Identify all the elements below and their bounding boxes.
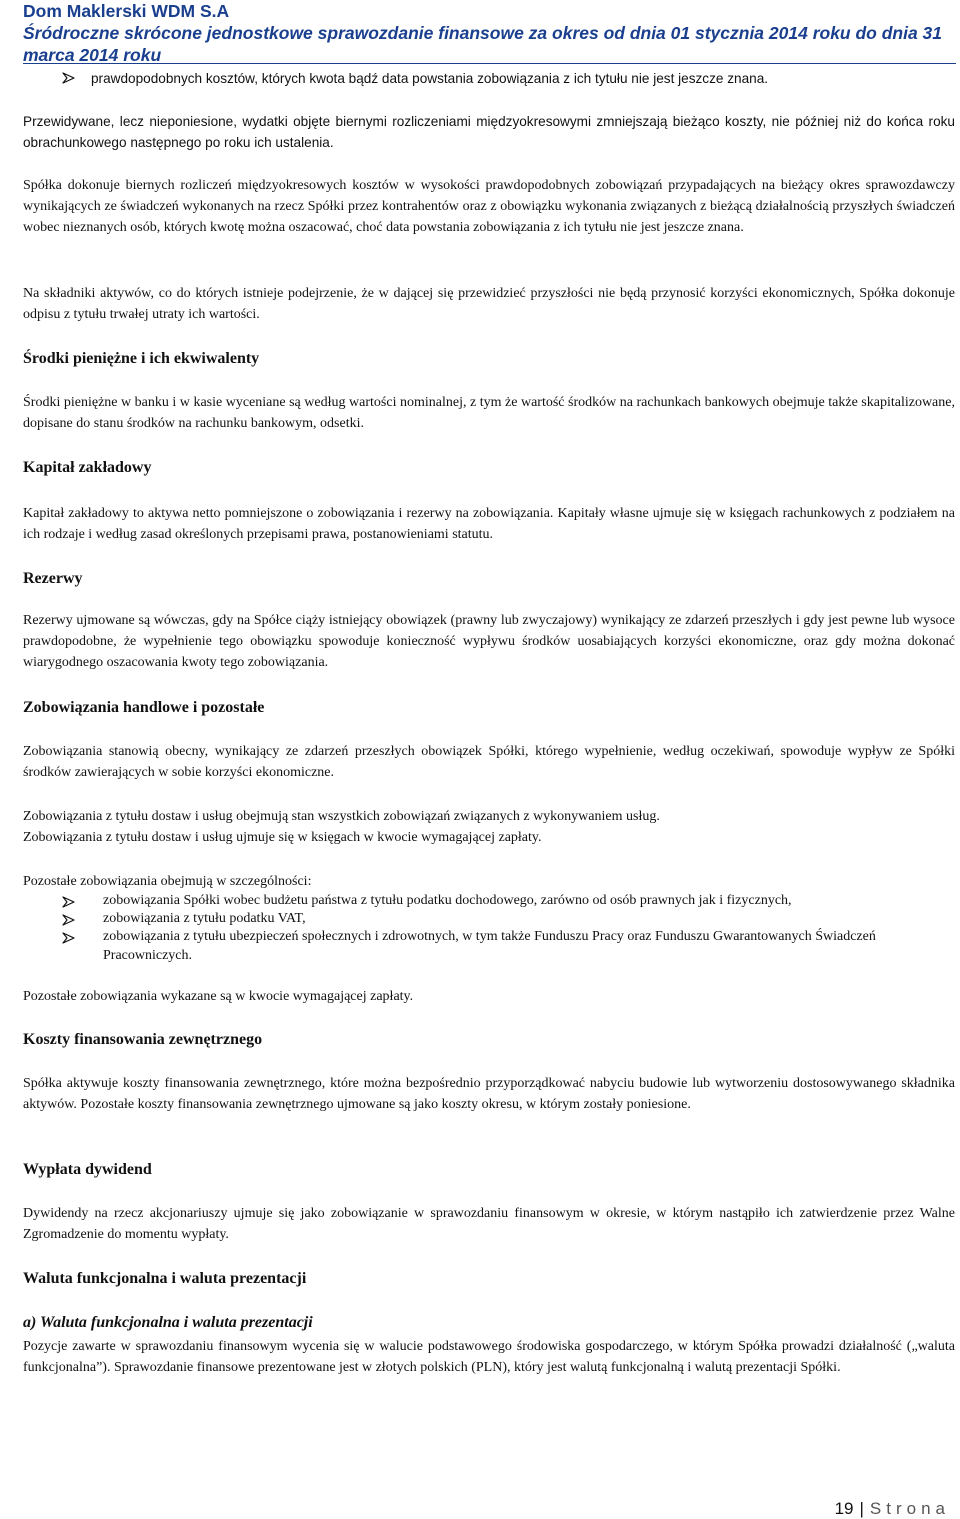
- page-footer: [835, 1499, 950, 1519]
- footer-separator: |: [859, 1499, 864, 1518]
- intro-bullet-text: prawdopodobnych kosztów, których kwota bądź data powstania zobowiązania z ich tytułu nie jest jeszcze znana.: [91, 71, 769, 86]
- liabilities-body-2a: Zobowiązania z tytułu dostaw i usług obejmują stan wszystkich zobowiązań związanych z wykonywaniem usług.: [23, 809, 660, 824]
- liabilities-body-2b: Zobowiązania z tytułu dostaw i usług ujmuje się w księgach w kwocie wymagającej zapłaty.: [23, 830, 542, 845]
- currency-body: Pozycje zawarte w sprawozdaniu finansowym wycenia się w walucie podstawowego środowiska gospodarczego, w którym Spółka prowadzi działalność („waluta funkcjonalna”). Sprawozdanie finansowe prezentowane jest w złotych polskich (PLN), który jest walutą funkcjonalną i walutą prezentacji Spółki.: [23, 1339, 955, 1375]
- reserves-heading: Rezerwy: [23, 570, 83, 587]
- arrow-bullet-icon: [62, 896, 76, 908]
- dividend-body: Dywidendy na rzecz akcjonariuszy ujmuje się jako zobowiązanie w sprawozdaniu finansowym w okresie, w którym nastąpiło ich zatwierdzenie przez Walne Zgromadzenie do momentu wypłaty.: [23, 1206, 955, 1242]
- accruals-paragraph: Spółka dokonuje biernych rozliczeń międzyokresowych kosztów w wysokości prawdopodobnych zobowiązań przypadających na bieżący okres sprawozdawczy wynikających ze świadczeń wykonanych na rzecz Spółki przez kontrahentów oraz z obowiązku wykonania związanych z bieżącą działalnością przyszłych świadczeń wobec nieznanych osób, których kwotę można oszacować, choć data powstania zobowiązania z ich tytułu nie jest jeszcze znana.: [23, 178, 955, 235]
- cash-heading: Środki pieniężne i ich ekwiwalenty: [23, 350, 260, 367]
- financing-body: Spółka aktywuje koszty finansowania zewnętrznego, które można bezpośrednio przyporządkować nabyciu budowie lub wytworzeniu dostosowywanego składnika aktywów. Pozostałe koszty finansowania zewnętrznego ujmowane są jako koszty okresu, w którym zostały poniesione.: [23, 1076, 955, 1112]
- currency-subheading: a) Waluta funkcjonalna i waluta prezentacji: [23, 1314, 313, 1331]
- header-divider: [23, 63, 956, 64]
- other-liabilities-intro: Pozostałe zobowiązania obejmują w szczególności:: [23, 874, 312, 889]
- page-word: Strona: [869, 1499, 950, 1518]
- list-item: zobowiązania z tytułu podatku VAT,: [103, 911, 306, 926]
- arrow-bullet-icon: [62, 914, 76, 926]
- liabilities-body-1: Zobowiązania stanowią obecny, wynikający ze zdarzeń przeszłych obowiązek Spółki, którego wypełnienie, według oczekiwań, spowoduje wypływ ze Spółki środków zawierających w sobie korzyści ekonomiczne.: [23, 744, 955, 780]
- running-header: [23, 0, 953, 66]
- currency-heading: Waluta funkcjonalna i waluta prezentacji: [23, 1270, 307, 1287]
- list-item: zobowiązania z tytułu ubezpieczeń społecznych i zdrowotnych, w tym także Funduszu Pracy oraz Funduszu Gwarantowanych Świadczeń Pracowniczych.: [103, 929, 876, 963]
- other-liabilities-outro: Pozostałe zobowiązania wykazane są w kwocie wymagającej zapłaty.: [23, 989, 414, 1004]
- report-title-line-1: Śródroczne skrócone jednostkowe sprawozdanie finansowe za okres od dnia 01 stycznia 2014 roku do dnia 31: [23, 23, 943, 43]
- impairment-paragraph: Na składniki aktywów, co do których istnieje podejrzenie, że w dającej się przewidzieć przyszłości nie będą przynosić korzyści ekonomicznych, Spółka dokonuje odpisu z tytułu trwałej utraty ich wartości.: [23, 286, 955, 322]
- list-item: zobowiązania Spółki wobec budżetu państwa z tytułu podatku dochodowego, zarówno od osób prawnych jak i fizycznych,: [103, 893, 792, 908]
- arrow-bullet-icon: [62, 72, 76, 84]
- financing-heading: Koszty finansowania zewnętrznego: [23, 1031, 263, 1048]
- liabilities-heading: Zobowiązania handlowe i pozostałe: [23, 699, 265, 716]
- intro-paragraph: Przewidywane, lecz nieponiesione, wydatki objęte biernymi rozliczeniami międzyokresowymi zmniejszają bieżąco koszty, nie później niż do końca roku obrachunkowego następnego po roku ich ustalenia.: [23, 114, 955, 150]
- capital-body: Kapitał zakładowy to aktywa netto pomniejszone o zobowiązania i rezerwy na zobowiązania. Kapitały własne ujmuje się w księgach rachunkowych z podziałem na ich rodzaje i według zasad określonych przepisami prawa, postanowieniami statutu.: [23, 506, 955, 542]
- capital-heading: Kapitał zakładowy: [23, 459, 152, 476]
- arrow-bullet-icon: [62, 932, 76, 944]
- dividend-heading: Wypłata dywidend: [23, 1161, 152, 1178]
- reserves-body: Rezerwy ujmowane są wówczas, gdy na Spółce ciąży istniejący obowiązek (prawny lub zwyczajowy) wynikający ze zdarzeń przeszłych i gdy jest pewne lub wysoce prawdopodobne, że wypełnienie tego obowiązku spowoduje konieczność wypływu środków uosabiających korzyści ekonomiczne, oraz gdy można dokonać wiarygodnego oszacowania kwoty tego zobowiązania.: [23, 613, 955, 670]
- report-title-line-2: marca 2014 roku: [23, 45, 162, 65]
- page-number: 19: [834, 1499, 854, 1518]
- company-name: Dom Maklerski WDM S.A: [23, 1, 230, 21]
- cash-body: Środki pieniężne w banku i w kasie wyceniane są według wartości nominalnej, z tym że wartość środków na rachunkach bankowych obejmuje także skapitalizowane, dopisane do stanu środków na rachunku bankowym, odsetki.: [23, 395, 955, 431]
